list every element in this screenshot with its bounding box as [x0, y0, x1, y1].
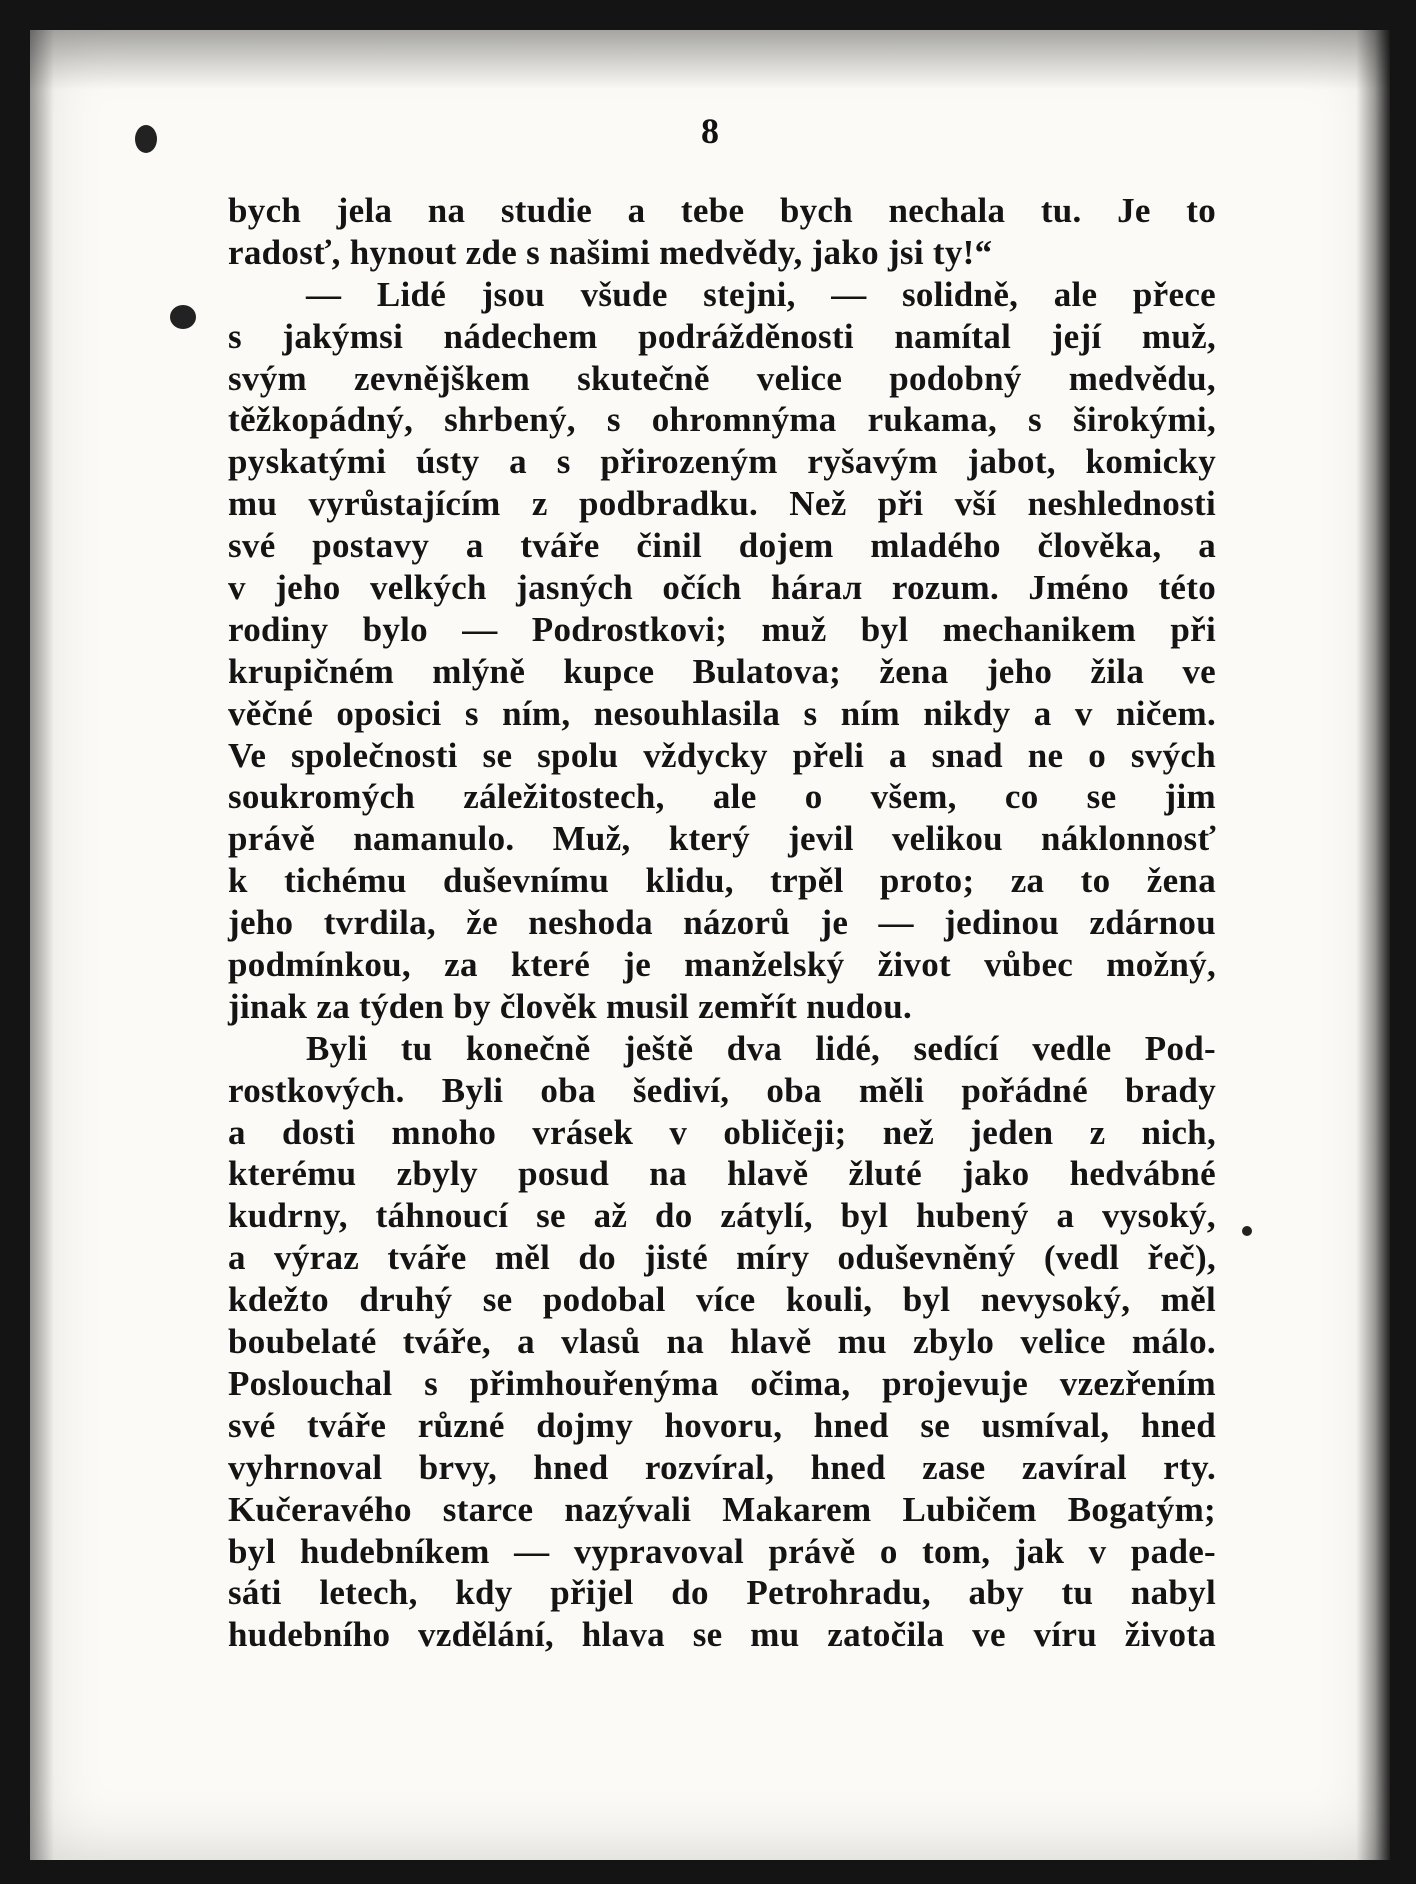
text-line: krupičném mlýně kupce Bulatova; žena jeho žila ve	[228, 651, 1216, 691]
text-line: právě namanulo. Muž, který jevil velikou náklonnosť	[228, 819, 1216, 859]
text-line: Kučeravého starce nazývali Makarem Lubičem Bogatým;	[228, 1489, 1216, 1529]
text-line: Byli tu konečně ještě dva lidé, sedící vedle Pod-	[306, 1028, 1216, 1068]
text-line: radosť, hynout zde s našimi medvědy, jako jsi ty!“	[228, 232, 993, 272]
text-line: hudebního vzdělání, hlava se mu zatočila ve víru života	[228, 1615, 1216, 1655]
text-line: své tváře různé dojmy hovoru, hned se usmíval, hned	[228, 1405, 1216, 1445]
text-line: kdežto druhý se podobal více kouli, byl nevysoký, měl	[228, 1280, 1216, 1320]
text-line: těžkopádný, shrbený, s ohromnýma rukama, s širokými,	[228, 400, 1216, 440]
text-line: rostkových. Byli oba šediví, oba měli pořádné brady	[228, 1070, 1216, 1110]
top-shadow	[30, 30, 1390, 90]
right-shadow	[1356, 30, 1390, 1860]
text-line: s jakýmsi nádechem podrážděnosti namítal její muž,	[228, 316, 1216, 356]
text-line: mu vyrůstajícím z podbradku. Než při vší neshlednosti	[228, 484, 1216, 524]
text-line: Poslouchal s přimhouřenýma očima, projevuje vzezřením	[228, 1363, 1216, 1403]
text-line: a dosti mnoho vrásek v obličeji; než jeden z nich,	[228, 1112, 1216, 1152]
text-line: věčné oposici s ním, nesouhlasila s ním nikdy a v ničem.	[228, 693, 1216, 733]
text-line: k tichému duševnímu klidu, trpěl proto; za to žena	[228, 861, 1216, 901]
ink-blot	[1242, 1226, 1252, 1236]
text-line: v jeho velkých jasných očích hárал rozum. Jméno této	[228, 568, 1216, 608]
text-line: vyhrnoval brvy, hned rozvíral, hned zase zavíral rty.	[228, 1447, 1216, 1487]
text-line: soukromých záležitostech, ale o všem, co se jim	[228, 777, 1216, 817]
ink-blot	[135, 125, 157, 153]
text-line: sáti letech, kdy přijel do Petrohradu, aby tu nabyl	[228, 1573, 1216, 1613]
text-line: jinak za týden by člověk musil zemřít nudou.	[228, 986, 913, 1026]
text-line: byl hudebníkem — vypravoval právě o tom, jak v pade-	[228, 1531, 1216, 1571]
page-number: 8	[701, 111, 719, 151]
text-line: — Lidé jsou všude stejni, — solidně, ale přece	[306, 274, 1216, 314]
text-line: jeho tvrdila, že neshoda názorů je — jedinou zdárnou	[228, 903, 1216, 943]
text-line: své postavy a tváře činil dojem mladého člověka, a	[228, 526, 1216, 566]
ink-blot	[170, 305, 196, 329]
text-line: pyskatými ústy a s přirozeným ryšavým jabot, komicky	[228, 442, 1216, 482]
text-line: bych jela na studie a tebe bych nechala tu. Je to	[228, 191, 1216, 230]
text-line: a výraz tváře měl do jisté míry oduševněný (vedl řeč),	[228, 1238, 1216, 1278]
text-line: svým zevnějškem skutečně velice podobný medvědu,	[228, 358, 1216, 398]
text-line: boubelaté tváře, a vlasů na hlavě mu zbylo velice málo.	[228, 1322, 1216, 1362]
text-line: rodiny bylo — Podrostkovi; muž byl mechanikem při	[228, 609, 1216, 649]
text-line: podmínkou, za které je manželský život vůbec možný,	[228, 945, 1216, 985]
left-shadow	[30, 30, 54, 1860]
text-line: kudrny, táhnoucí se až do zátylí, byl hubený a vysoký,	[228, 1196, 1216, 1236]
text-line: Ve společnosti se spolu vždycky přeli a snad ne o svých	[228, 735, 1216, 775]
body-text	[228, 190, 1216, 1656]
text-line: kterému zbyly posud na hlavě žluté jako hedvábné	[228, 1154, 1216, 1194]
